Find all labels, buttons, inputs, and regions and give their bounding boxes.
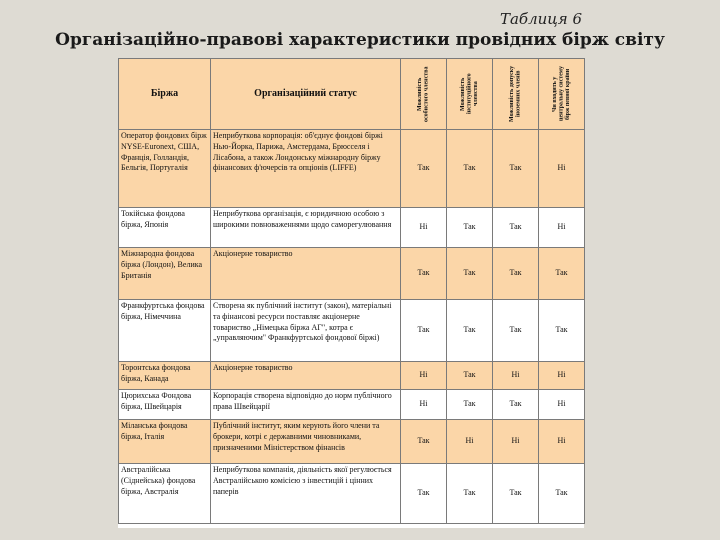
value-cell: Так [539,248,585,300]
value-cell: Ні [401,362,447,390]
value-cell: Ні [493,362,539,390]
exchange-cell: Цюрихська Фондова біржа, Швейцарія [119,390,211,420]
table-row [119,248,585,300]
value-cell: Так [447,390,493,420]
status-cell: Неприбуткова компанія, діяльність якої регулюється Австралійською комісією з інвестицій і цінних паперів [211,464,401,524]
value-cell: Так [401,130,447,208]
header-foreign-members: Можливість допуску іноземних членів [493,59,539,130]
value-cell: Ні [493,420,539,464]
value-cell: Ні [401,208,447,248]
value-cell: Так [447,362,493,390]
table-row [119,130,585,208]
table-row [119,362,585,390]
table-row [119,390,585,420]
value-cell: Так [447,300,493,362]
exchange-cell: Міжнародна фондова біржа (Лондон), Велика Британія [119,248,211,300]
header-exchange: Біржа [119,59,211,130]
status-cell: Створена як публічний інститут (закон), матеріальні та фінансові ресурси поставляє акціонерне товариство „Німецька біржа АГ", котра є „управляючим" Франкфуртської фондової біржі) [211,300,401,362]
exchanges-table [118,58,585,524]
value-cell: Ні [539,208,585,248]
value-cell: Ні [447,420,493,464]
status-cell: Акціонерне товариство [211,248,401,300]
status-cell: Неприбуткова організація, є юридичною особою з широкими повноваженнями щодо саморегулювання [211,208,401,248]
value-cell: Так [447,130,493,208]
header-status: Організаційний статус [211,59,401,130]
exchange-cell: Франкфуртська фондова біржа, Німеччина [119,300,211,362]
table-header-row [119,59,585,130]
status-cell: Корпорація створена відповідно до норм публічного права Швейцарії [211,390,401,420]
value-cell: Так [447,464,493,524]
value-cell: Так [493,208,539,248]
value-cell: Так [447,208,493,248]
value-cell: Ні [401,390,447,420]
value-cell: Так [493,464,539,524]
table-caption: Таблиця 6 [499,10,582,28]
value-cell: Так [401,464,447,524]
table-row [119,208,585,248]
value-cell: Ні [539,362,585,390]
value-cell: Так [401,420,447,464]
value-cell: Так [539,300,585,362]
table-row [119,464,585,524]
status-cell: Акціонерне товариство [211,362,401,390]
value-cell: Так [401,248,447,300]
status-cell: Неприбуткова корпорація: об'єднує фондові біржі Нью-Йорка, Парижа, Амстердама, Брюсселя і Лісабона, а також Лондонську міжнародну біржу фінансових ф'ючерсів та опціонів (LIFFE) [211,130,401,208]
value-cell: Так [447,248,493,300]
header-personal-membership: Можливість особистого членства [401,59,447,130]
exchange-cell: Торонтська фондова біржа, Канада [119,362,211,390]
exchange-cell: Оператор фондових бірж NYSE-Euronext, США, Франція, Голландія, Бельгія, Португалія [119,130,211,208]
value-cell: Ні [539,390,585,420]
value-cell: Так [401,300,447,362]
value-cell: Так [493,390,539,420]
table-row [119,420,585,464]
value-cell: Ні [539,130,585,208]
exchange-cell: Токійська фондова біржа, Японія [119,208,211,248]
table-row [119,300,585,362]
value-cell: Ні [539,420,585,464]
value-cell: Так [539,464,585,524]
header-central-system: Чи входить у центральну систему бірж певної країни [539,59,585,130]
value-cell: Так [493,248,539,300]
exchange-cell: Австралійська (Сіднейська) фондова біржа, Австралія [119,464,211,524]
value-cell: Так [493,300,539,362]
exchange-cell: Міланська фондова біржа, Італія [119,420,211,464]
header-institutional-membership: Можливість інституційного членства [447,59,493,130]
value-cell: Так [493,130,539,208]
page-title: Організаційно-правові характеристики провідних бірж світу [55,30,665,50]
status-cell: Публічний інститут, яким керують його члени та брокери, котрі є державними чиновниками, призначеними Міністерством фінансів [211,420,401,464]
